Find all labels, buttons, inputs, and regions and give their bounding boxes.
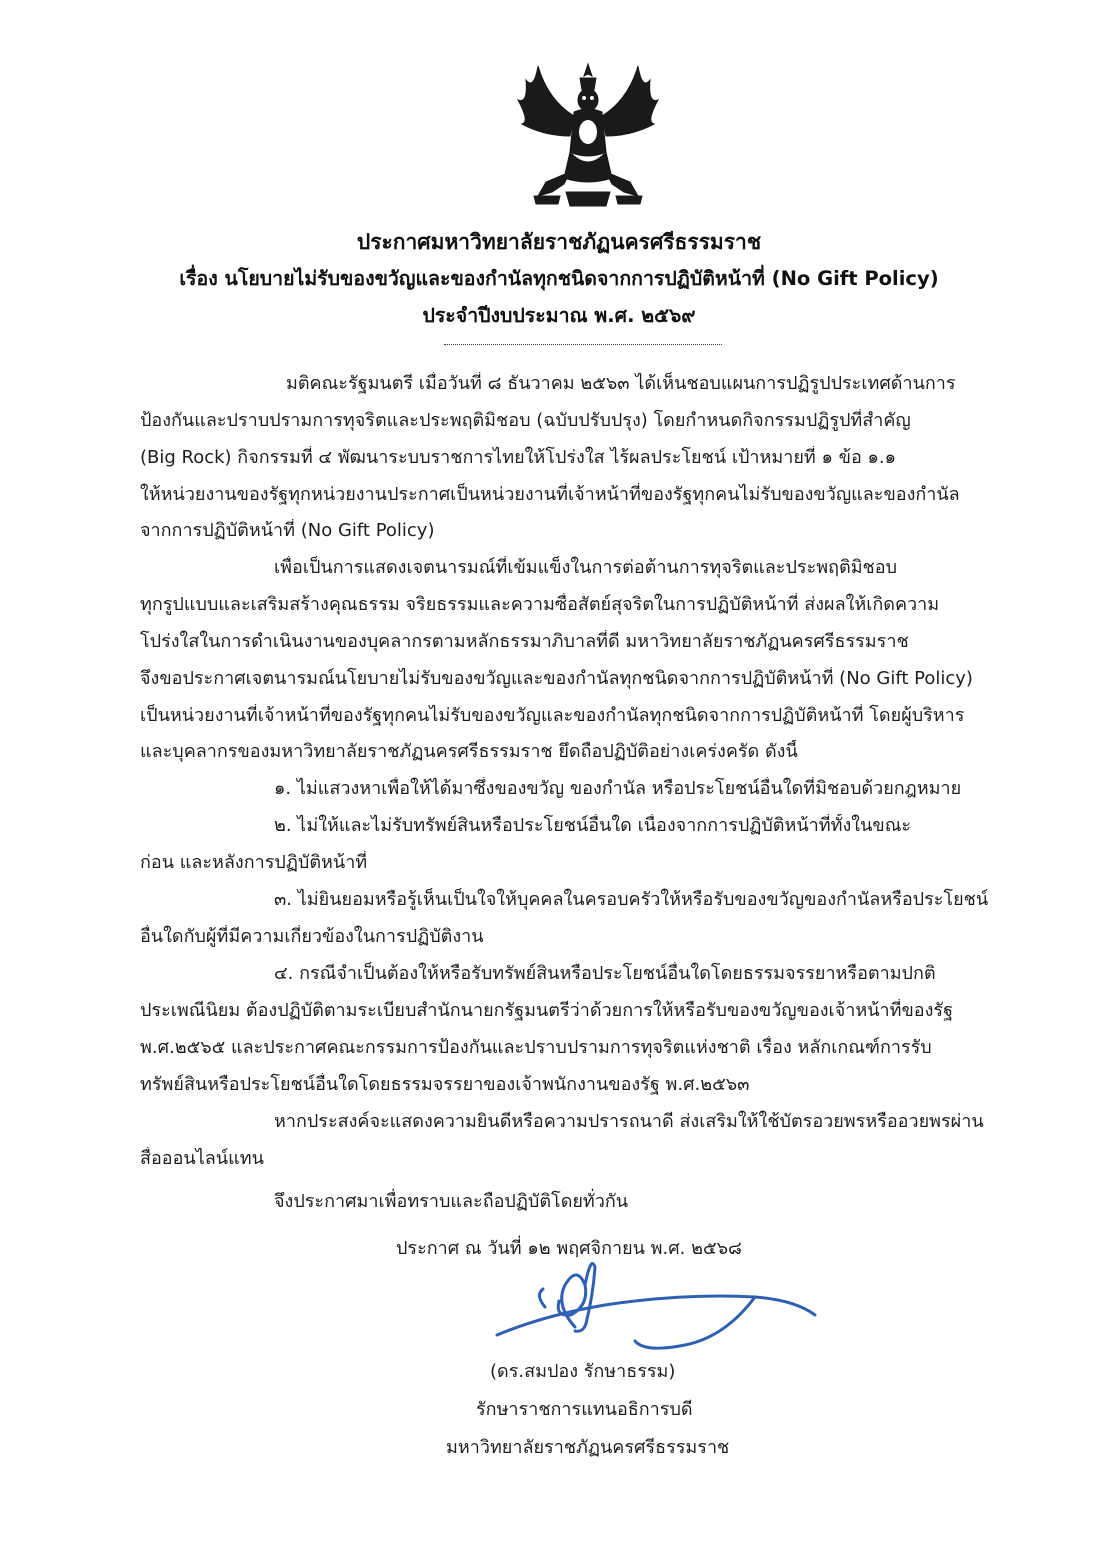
body-line: ทุกรูปแบบและเสริมสร้างคุณธรรม จริยธรรมและความซื่อสัตย์สุจริตในการปฏิบัติหน้าที่ ส่งผลให้เกิดความ: [140, 594, 940, 615]
announcement-subject: เรื่อง นโยบายไม่รับของขวัญและของกำนัลทุกชนิดจากการปฏิบัติหน้าที่ (No Gift Policy): [179, 267, 939, 290]
body-line: ทรัพย์สินหรือประโยชน์อื่นใดโดยธรรมจรรยาของเจ้าพนักงานของรัฐ พ.ศ.๒๕๖๓: [140, 1074, 750, 1095]
list-item-1: ๑. ไม่แสวงหาเพื่อให้ได้มาซึ่งของขวัญ ของกำนัล หรือประโยชน์อื่นใดที่มิชอบด้วยกฎหมาย: [274, 778, 962, 799]
signature-icon: [485, 1245, 825, 1360]
body-line: (Big Rock) กิจกรรมที่ ๔ พัฒนาระบบราชการไทยให้โปร่งใส ไร้ผลประโยชน์ เป้าหมายที่ ๑ ข้อ ๑.๑: [140, 447, 897, 468]
separator-dots: [444, 344, 722, 345]
body-line: ก่อน และหลังการปฏิบัติหน้าที่: [140, 852, 368, 873]
announcement-date: ประกาศ ณ วันที่ ๑๒ พฤศจิกายน พ.ศ. ๒๕๖๘: [396, 1238, 742, 1259]
body-line: อื่นใดกับผู้ที่มีความเกี่ยวข้องในการปฏิบัติงาน: [140, 926, 484, 947]
signatory-position: รักษาราชการแทนอธิการบดี: [476, 1399, 693, 1420]
body-line: เป็นหน่วยงานที่เจ้าหน้าที่ของรัฐทุกคนไม่รับของขวัญและของกำนัลทุกชนิดจากการปฏิบัติหน้าที่ โดยผู้บริหาร: [140, 705, 965, 726]
list-item-2: ๒. ไม่ให้และไม่รับทรัพย์สินหรือประโยชน์อื่นใด เนื่องจากการปฏิบัติหน้าที่ทั้งในขณะ: [274, 815, 912, 836]
body-line: จากการปฏิบัติหน้าที่ (No Gift Policy): [140, 520, 435, 541]
body-line: เพื่อเป็นการแสดงเจตนารมณ์ที่เข้มแข็งในการต่อต้านการทุจริตและประพฤติมิชอบ: [274, 557, 898, 578]
body-line: สื่อออนไลน์แทน: [140, 1148, 264, 1169]
body-line: จึงขอประกาศเจตนารมณ์นโยบายไม่รับของขวัญและของกำนัลทุกชนิดจากการปฏิบัติหน้าที่ (No Gift Policy): [140, 668, 973, 689]
body-line: ป้องกันและปราบปรามการทุจริตและประพฤติมิชอบ (ฉบับปรับปรุง) โดยกำหนดกิจกรรมปฏิรูปที่สำคัญ: [140, 410, 911, 431]
announcement-title: ประกาศมหาวิทยาลัยราชภัฏนครศรีธรรมราช: [356, 230, 762, 254]
body-line: และบุคลากรของมหาวิทยาลัยราชภัฏนครศรีธรรมราช ยึดถือปฏิบัติอย่างเคร่งครัด ดังนี้: [140, 741, 798, 762]
body-line: มติคณะรัฐมนตรี เมื่อวันที่ ๘ ธันวาคม ๒๕๖๓ ได้เห็นชอบแผนการปฏิรูปประเทศด้านการ: [286, 373, 956, 394]
body-line: ให้หน่วยงานของรัฐทุกหน่วยงานประกาศเป็นหน่วยงานที่เจ้าหน้าที่ของรัฐทุกคนไม่รับของขวัญและของกำนัล: [140, 484, 960, 505]
body-line: โปร่งใสในการดำเนินงานของบุคลากรตามหลักธรรมาภิบาลที่ดี มหาวิทยาลัยราชภัฏนครศรีธรรมราช: [140, 631, 909, 652]
list-item-4: ๔. กรณีจำเป็นต้องให้หรือรับทรัพย์สินหรือประโยชน์อื่นใดโดยธรรมจรรยาหรือตามปกติ: [274, 963, 936, 984]
garuda-emblem-icon: [508, 60, 668, 210]
body-line: พ.ศ.๒๕๖๕ และประกาศคณะกรรมการป้องกันและปราบปรามการทุจริตแห่งชาติ เรื่อง หลักเกณฑ์การรับ: [140, 1037, 932, 1058]
signatory-organization: มหาวิทยาลัยราชภัฏนครศรีธรรมราช: [446, 1437, 730, 1458]
body-line: หากประสงค์จะแสดงความยินดีหรือความปรารถนาดี ส่งเสริมให้ใช้บัตรอวยพรหรืออวยพรผ่าน: [274, 1111, 984, 1132]
body-line: ประเพณีนิยม ต้องปฏิบัติตามระเบียบสำนักนายกรัฐมนตรีว่าด้วยการให้หรือรับของขวัญของเจ้าหน้าที่ของรัฐ: [140, 1000, 953, 1021]
signatory-name: (ดร.สมปอง รักษาธรรม): [490, 1361, 676, 1382]
closing-statement: จึงประกาศมาเพื่อทราบและถือปฏิบัติโดยทั่วกัน: [274, 1191, 629, 1212]
fiscal-year: ประจำปีงบประมาณ พ.ศ. ๒๕๖๙: [422, 304, 696, 327]
list-item-3: ๓. ไม่ยินยอมหรือรู้เห็นเป็นใจให้บุคคลในครอบครัวให้หรือรับของขวัญของกำนัลหรือประโยชน์: [274, 889, 989, 910]
